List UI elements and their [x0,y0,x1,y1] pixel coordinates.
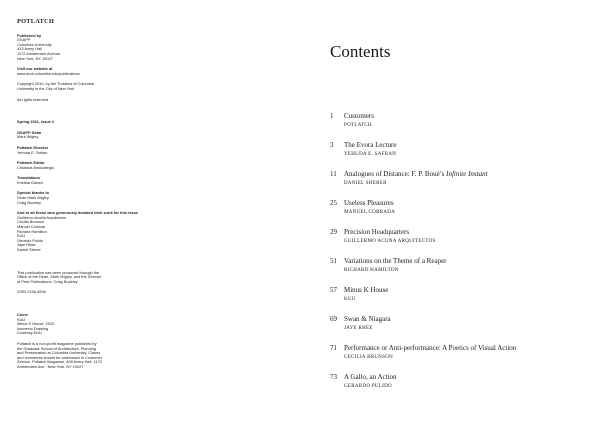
editor-name: Cristobal Amunategui [17,164,54,170]
donor-name: Jaye Rhee [17,242,36,248]
dean-heading: GSAPP Dean [17,129,42,135]
toc-author: YEHUDA E. SAFRAN [344,152,397,157]
copyright-line: Copyright 2010, by the Trustees of Columbia [17,81,94,87]
toc-title: Performance or Anti-performance: A Poetics of Visual Action [344,344,517,352]
website-link[interactable]: www.arch.columbia.edu/publications [17,70,80,76]
toc-entry[interactable] [330,315,592,344]
toc-page-number: 25 [330,199,337,207]
about-line: and Preservation at Columbia University. Claims [17,350,101,356]
toc-page-number: 73 [330,373,337,381]
about-line: the Graduate School of Architecture, Planning [17,345,96,351]
copyright-line: University in the City of New York [17,85,75,91]
toc-page-number: 3 [330,141,334,149]
production-block [17,271,147,285]
thanks-name: Craig Buckley [17,199,42,205]
dean-name: Mark Wigley [17,134,39,140]
toc-author: GUILLERMO ACUNA ARQUITECTOS [344,239,436,244]
production-line: of Print Publications, Craig Buckley [17,278,78,284]
thanks-heading: Special thanks to [17,190,49,196]
toc-page-number: 51 [330,257,337,265]
website-block [17,67,147,76]
issue-label: Spring 2011, Issue 2 [17,119,55,125]
about-line: Amsterdam Ave., New York, NY 10027 [17,363,84,369]
table-of-contents [330,112,592,402]
toc-entry[interactable] [330,170,592,199]
toc-page-number: 11 [330,170,337,178]
toc-author: MANUEL CORRADA [344,210,396,215]
dean-block [17,131,147,140]
toc-entry[interactable] [330,373,592,402]
published-line: Columbia University [17,41,52,47]
donors-heading: And to all those who generously donated their work for this issue [17,210,139,216]
toc-author: CECILIA BRUNSON [344,355,394,360]
issn-text: ISSN 2156-4906 [17,289,46,295]
toc-author: RICHARD HAMILTON [344,268,399,273]
translations-name: Kristina Galvez [17,179,44,185]
published-by-heading: Published by [17,32,42,38]
toc-entry[interactable] [330,199,592,228]
thanks-name: Dean Mark Wigley [17,195,49,201]
website-heading: Visit our website at [17,66,53,72]
contents-title: Contents [330,42,391,61]
donor-name: KUU [17,233,26,239]
donor-name: Gerardo Pulido [17,237,44,243]
published-by-block [17,34,147,62]
donor-name: Richard Hamilton [17,228,47,234]
issue-block [17,120,147,125]
about-line: Potlatch is a non-profit magazine published by [17,340,97,346]
toc-title: Swan & Niagara [344,315,391,323]
toc-title: The Evora Lecture [344,141,397,149]
production-line: Office of the Dean, Mark Wigley, and the Director [17,274,102,280]
donors-block [17,211,147,252]
toc-page-number: 29 [330,228,337,236]
spacer [17,259,147,271]
donor-name: Daniel Sherer [17,247,41,252]
published-line: 413 Avery Hall [17,46,43,52]
toc-author: KUU [344,297,356,302]
production-line: This publication has been produced through the [17,269,100,275]
issn-block [17,290,147,295]
toc-page-number: 69 [330,315,337,323]
thanks-block [17,191,147,205]
about-line: Service, Potlatch Magazine, 409 Avery Hall, 1172 [17,359,102,365]
toc-entry[interactable] [330,141,592,170]
translations-heading: Translations [17,175,40,181]
rights-text: All rights reserved [17,96,49,102]
toc-title: Customers [344,112,374,120]
copyright-block [17,82,147,91]
cover-heading: Cover [17,311,29,317]
about-block [17,342,147,370]
toc-author: GERARDO PULIDO [344,384,392,389]
about-line: and comments should be addressed to Customer [17,354,102,360]
donor-name: Cecilia Brunson [17,219,45,225]
spacer [17,301,147,313]
cover-line: Isometric Drawing [17,325,49,331]
toc-title: Variations on the Theme of a Reaper [344,257,447,265]
toc-title: Precision Headquarters [344,228,410,236]
cover-line: Courtesy KUU [17,330,42,336]
editor-block [17,161,147,170]
cover-line: KUU [17,316,26,322]
editor-heading: Potlatch Editor [17,160,45,166]
toc-entry[interactable] [330,112,592,141]
toc-title: Analogues of Distance: F. P. Boué’s Infinite Instant [344,170,488,178]
director-block [17,146,147,155]
published-line: 1172 Amsterdam Avenue [17,50,61,56]
toc-title: Useless Pleasures [344,199,394,207]
potlatch-logo: POTLATCH [17,18,54,25]
toc-page-number: 1 [330,112,334,120]
colophon [17,20,147,376]
toc-entry[interactable] [330,286,592,315]
toc-author: JAYE RHEE [344,326,373,331]
toc-entry[interactable] [330,257,592,286]
toc-author: DANIEL SHERER [344,181,387,186]
director-name: Yehuda E. Safran [17,149,48,155]
toc-entry[interactable] [330,344,592,373]
cover-block [17,313,147,336]
toc-title: Minus K House [344,286,389,294]
donor-name: Guillermo Acuña Arquitectos [17,214,66,220]
toc-page-number: 71 [330,344,337,352]
toc-entry[interactable] [330,228,592,257]
toc-author: POTLATCH [344,123,372,128]
toc-title: A Gallo, an Action [344,373,397,381]
published-line: GSAPP [17,37,31,43]
translations-block [17,176,147,185]
published-line: New York, NY 10027 [17,55,53,61]
cover-work-title: Minus K House, 2010 [17,321,55,327]
donor-name: Manuel Corrada [17,224,45,230]
toc-page-number: 57 [330,286,337,294]
director-heading: Potlatch Director [17,144,49,150]
rights-block [17,98,147,103]
